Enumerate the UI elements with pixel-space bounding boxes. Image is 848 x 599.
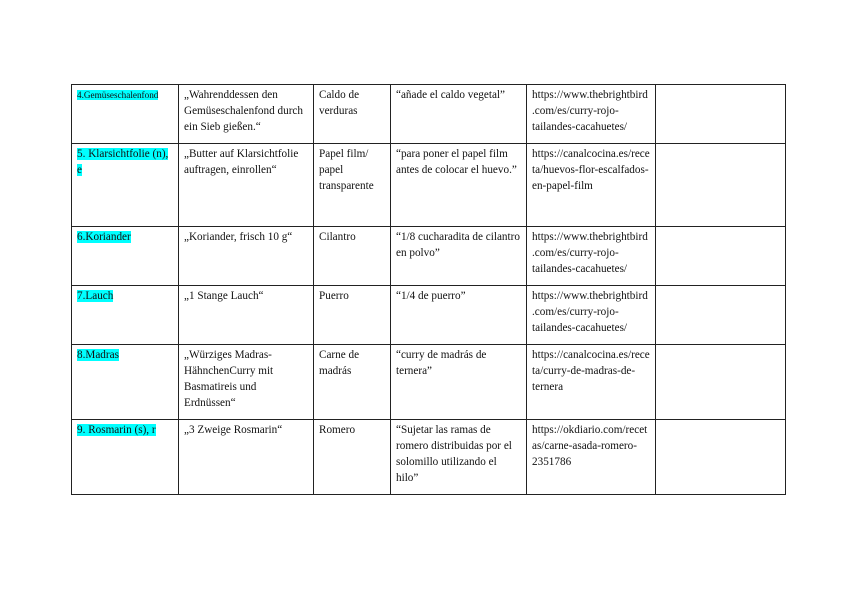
german-example-cell: „Butter auf Klarsichtfolie auftragen, einrollen“ bbox=[179, 144, 314, 227]
source-url-cell: https://www.thebrightbird.com/es/curry-rojo-tailandes-cacahuetes/ bbox=[527, 286, 656, 345]
german-example-cell: „Koriander, frisch 10 g“ bbox=[179, 227, 314, 286]
empty-cell bbox=[656, 85, 786, 144]
term-label: 8.Madras bbox=[77, 349, 119, 361]
spanish-term-cell: Carne de madrás bbox=[314, 345, 391, 420]
source-url-cell: https://canalcocina.es/receta/huevos-flor-escalfados-en-papel-film bbox=[527, 144, 656, 227]
term-label: 7.Lauch bbox=[77, 290, 114, 302]
term-label: 9. Rosmarin (s), r bbox=[77, 424, 156, 436]
spanish-context-cell: “curry de madrás de ternera” bbox=[391, 345, 527, 420]
term-cell bbox=[72, 420, 179, 495]
spanish-context-cell: “Sujetar las ramas de romero distribuidas por el solomillo utilizando el hilo” bbox=[391, 420, 527, 495]
table-row bbox=[72, 144, 786, 227]
spanish-term-cell: Puerro bbox=[314, 286, 391, 345]
empty-cell bbox=[656, 286, 786, 345]
empty-cell bbox=[656, 227, 786, 286]
german-example-cell: „Wahrenddessen den Gemüseschalenfond durch ein Sieb gießen.“ bbox=[179, 85, 314, 144]
source-url-cell: https://okdiario.com/recetas/carne-asada-romero-2351786 bbox=[527, 420, 656, 495]
spanish-term-cell: Caldo de verduras bbox=[314, 85, 391, 144]
term-cell bbox=[72, 227, 179, 286]
table-row bbox=[72, 227, 786, 286]
term-label: 4.Gemüseschalenfond bbox=[77, 90, 159, 100]
source-url-cell: https://canalcocina.es/receta/curry-de-madras-de-ternera bbox=[527, 345, 656, 420]
term-cell bbox=[72, 85, 179, 144]
table-row bbox=[72, 85, 786, 144]
term-cell bbox=[72, 144, 179, 227]
empty-cell bbox=[656, 420, 786, 495]
term-label: 5. Klarsichtfolie (n), e bbox=[77, 148, 169, 176]
table-row bbox=[72, 420, 786, 495]
german-example-cell: „1 Stange Lauch“ bbox=[179, 286, 314, 345]
source-url-cell: https://www.thebrightbird.com/es/curry-rojo-tailandes-cacahuetes/ bbox=[527, 85, 656, 144]
table-row bbox=[72, 345, 786, 420]
spanish-term-cell: Cilantro bbox=[314, 227, 391, 286]
spanish-term-cell: Romero bbox=[314, 420, 391, 495]
spanish-context-cell: “1/4 de puerro” bbox=[391, 286, 527, 345]
german-example-cell: „Würziges Madras-HähnchenCurry mit Basmatireis und Erdnüssen“ bbox=[179, 345, 314, 420]
empty-cell bbox=[656, 345, 786, 420]
spanish-context-cell: “1/8 cucharadita de cilantro en polvo” bbox=[391, 227, 527, 286]
empty-cell bbox=[656, 144, 786, 227]
spanish-term-cell: Papel film/ papel transparente bbox=[314, 144, 391, 227]
term-cell bbox=[72, 286, 179, 345]
table-row bbox=[72, 286, 786, 345]
term-label: 6.Koriander bbox=[77, 231, 131, 243]
vocabulary-table bbox=[71, 84, 786, 495]
source-url-cell: https://www.thebrightbird.com/es/curry-rojo-tailandes-cacahuetes/ bbox=[527, 227, 656, 286]
spanish-context-cell: “añade el caldo vegetal” bbox=[391, 85, 527, 144]
term-cell bbox=[72, 345, 179, 420]
german-example-cell: „3 Zweige Rosmarin“ bbox=[179, 420, 314, 495]
spanish-context-cell: “para poner el papel film antes de colocar el huevo.” bbox=[391, 144, 527, 227]
